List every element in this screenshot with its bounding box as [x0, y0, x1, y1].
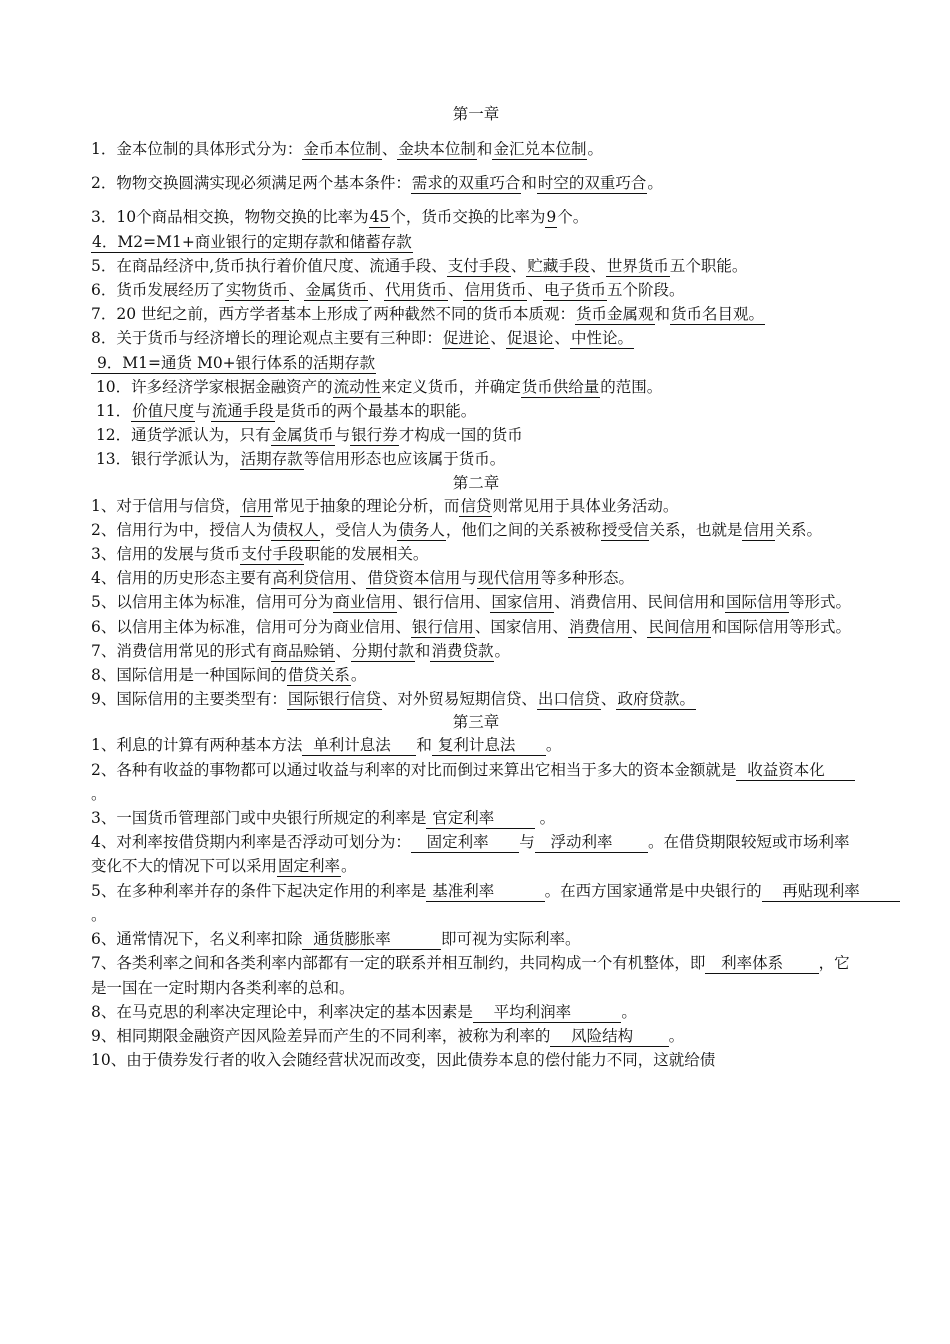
question-text: 2、各种有收益的事物都可以通过收益与利率的对比而倒过来算出它相当于多大的资本金额就是	[91, 760, 737, 779]
question-item	[91, 806, 861, 830]
question-text: 和	[414, 641, 431, 660]
question-text: 6、以信用主体为标准，信用可分为商业信用、	[91, 617, 411, 636]
question-text: 10．许多经济学家根据金融资产的	[91, 377, 333, 396]
question-text: 常见于抽象的理论分析，而	[273, 496, 460, 515]
answer-blank: 金块本位制	[398, 140, 476, 158]
question-text: 五个职能。	[669, 256, 748, 275]
question-text: 是货币的两个最基本的职能。	[274, 402, 477, 421]
answer-blank: 货币名目观。	[671, 305, 765, 324]
answer-blank: 国家信用	[491, 593, 554, 612]
answer-blank: 授受信	[601, 520, 649, 539]
question-text: 即可视为实际利率。	[441, 930, 581, 949]
answer-blank: 信用	[241, 496, 273, 515]
question-text: 、	[350, 569, 367, 588]
question-item	[91, 423, 861, 447]
answer-blank: 信用货币	[464, 281, 527, 300]
answer-blank: 信贷	[460, 496, 492, 515]
answer-blank: 复利计息法	[432, 736, 545, 755]
answer-blank: 金属货币	[305, 281, 368, 300]
answer-blank: 单利计息法	[303, 736, 416, 755]
answer-blank: 9．M1=通货 M0+银行体系的活期存款	[92, 353, 376, 372]
question-text: 、	[631, 617, 648, 636]
question-text: 9、相同期限金融资产因风险差异而产生的不同利率，被称为利率的	[91, 1026, 551, 1045]
question-text: 2．物物交换圆满实现必须满足两个基本条件：	[91, 174, 411, 193]
answer-blank: 固定利率	[278, 857, 341, 876]
question-text: 。	[91, 784, 107, 803]
answer-blank: 支付手段	[447, 256, 510, 275]
answer-blank: 商品赊销	[272, 641, 335, 660]
question-text: 6．货币发展经历了	[91, 281, 225, 300]
answer-blank: 电子货币	[544, 281, 607, 300]
question-text: 、对外贸易短期信贷、	[381, 690, 537, 709]
question-text: 与	[334, 426, 351, 445]
answer-blank: 分期付款	[351, 641, 414, 660]
question-item	[91, 758, 861, 806]
question-text: 5、以信用主体为标准，信用可分为	[91, 593, 334, 612]
question-text: 4、对利率按借贷期内利率是否浮动可划分为：	[91, 833, 411, 852]
question-text: 9、国际信用的主要类型有：	[91, 690, 287, 709]
question-item	[91, 639, 861, 663]
answer-blank: 贮藏手段	[527, 256, 590, 275]
answer-blank: 再贴现利率	[762, 881, 900, 900]
question-text: 和	[654, 305, 671, 324]
question-item	[91, 590, 861, 614]
question-text: 关系。	[775, 520, 822, 539]
question-text: 8．关于货币与经济增长的理论观点主要有三种即：	[91, 329, 442, 348]
question-text: 、银行信用、	[397, 593, 491, 612]
answer-blank: 促退论	[506, 329, 554, 348]
question-text: 个，货币交换的比率为	[390, 208, 546, 227]
answer-blank: 45	[369, 208, 390, 227]
question-item	[91, 399, 861, 423]
question-text: 13．银行学派认为，	[91, 450, 240, 469]
question-item	[91, 687, 861, 711]
answer-blank: 债务人	[398, 520, 445, 539]
chapter-title: 第二章	[452, 473, 500, 492]
answer-blank: 债权人	[272, 520, 319, 539]
question-item	[91, 137, 861, 161]
answer-blank: 现代信用	[477, 569, 540, 588]
question-text: 、国家信用、	[474, 617, 568, 636]
question-text: 2、信用行为中，授信人为	[91, 520, 272, 539]
question-text: ，受信人为	[319, 520, 398, 539]
question-text: 7．20 世纪之前，西方学者基本上形成了两种截然不同的货币本质观：	[91, 305, 576, 324]
answer-blank: 民间信用	[648, 617, 711, 636]
question-text: 与	[195, 402, 211, 421]
question-text: 。	[350, 666, 367, 685]
answer-blank: 高利贷信用	[272, 569, 350, 588]
question-item	[91, 254, 861, 278]
question-text: 。	[621, 1002, 637, 1021]
question-text: 3、一国货币管理部门或中央银行所规定的利率是	[91, 809, 427, 828]
question-text: 5．在商品经济中,货币执行着价值尺度、流通手段、	[91, 256, 447, 275]
question-text: 12．通货学派认为，只有	[91, 426, 271, 445]
question-item	[91, 171, 861, 195]
question-item	[91, 205, 861, 229]
answer-blank: 国际信用	[725, 593, 788, 612]
question-text: 。	[647, 174, 663, 193]
answer-blank: 银行信用	[411, 617, 474, 636]
answer-blank: 信用	[743, 520, 775, 539]
question-text: 五个阶段。	[607, 281, 685, 300]
question-item	[91, 1024, 861, 1048]
question-item	[91, 230, 861, 254]
question-item	[91, 830, 861, 878]
answer-blank: 货币供给量	[521, 377, 600, 396]
answer-blank: 国际银行信贷	[287, 690, 381, 709]
question-text: 和	[476, 140, 493, 158]
question-text: 、	[490, 329, 506, 348]
question-item	[91, 663, 861, 687]
answer-blank: 流动性	[333, 377, 381, 396]
answer-blank: 官定利率	[427, 809, 534, 828]
question-item	[91, 447, 861, 471]
question-text: 5、在多种利率并存的条件下起决定作用的利率是	[91, 881, 427, 900]
question-item	[91, 566, 861, 590]
question-text: 1．金本位制的具体形式分为：	[91, 140, 303, 158]
question-item	[91, 494, 861, 518]
question-text: 与	[519, 833, 535, 852]
question-text: 。	[534, 809, 556, 828]
answer-blank: 固定利率	[411, 833, 519, 852]
question-text: 11．	[91, 402, 132, 421]
answer-blank: 金汇兑本位制	[493, 140, 587, 158]
question-item	[91, 1048, 861, 1072]
question-text: 、	[368, 281, 384, 300]
question-item	[91, 518, 861, 542]
question-text: 、	[527, 281, 543, 300]
question-text: 、	[600, 690, 617, 709]
answer-blank: 支付手段	[241, 545, 304, 564]
question-text: 和国际信用等形式。	[711, 617, 851, 636]
answer-blank: 中性论。	[570, 329, 633, 348]
answer-blank: 政府贷款。	[617, 690, 695, 709]
answer-blank: 货币金属观	[576, 305, 654, 324]
question-text: ，它是一国在一定时期内各类利率的总和。	[91, 954, 850, 997]
question-text: 。在西方国家通常是中央银行的	[544, 881, 762, 900]
question-text: 、消费信用、民间信用和	[554, 593, 725, 612]
answer-blank: 活期存款	[240, 450, 303, 469]
answer-blank: 消费信用	[568, 617, 631, 636]
question-item	[91, 615, 861, 639]
question-text: 7、消费信用常见的形式有	[91, 641, 272, 660]
chapter-title: 第一章	[452, 105, 500, 123]
question-text: 3．10个商品相交换，物物交换的比率为	[91, 208, 369, 227]
answer-blank: 借贷关系	[287, 666, 350, 685]
answer-blank: 代用货币	[384, 281, 447, 300]
question-text: ，他们之间的关系被称	[445, 520, 601, 539]
question-text: 10、由于债券发行者的收入会随经营状况而改变，因此债券本息的偿付能力不同，这就给债	[91, 1051, 716, 1070]
question-text: 才构成一国的货币	[398, 426, 523, 445]
question-item	[91, 927, 861, 951]
question-item	[91, 375, 861, 399]
answer-blank: 出口信贷	[537, 690, 600, 709]
answer-blank: 浮动利率	[535, 833, 648, 852]
question-text: 和	[416, 736, 432, 755]
answer-blank: 需求的双重巧合	[411, 174, 521, 193]
answer-blank: 金属货币	[271, 426, 334, 445]
question-text: 、	[554, 329, 570, 348]
question-item	[91, 951, 861, 999]
question-text: 则常见用于具体业务活动。	[492, 496, 679, 515]
question-item	[91, 879, 900, 927]
question-text: 、	[288, 281, 305, 300]
question-item	[91, 326, 861, 350]
question-text: 1、利息的计算有两种基本方法	[91, 736, 303, 755]
answer-blank: 世界货币	[606, 256, 669, 275]
question-item	[91, 1000, 861, 1024]
question-text: 。	[587, 140, 603, 158]
question-text: 1、对于信用与信贷，	[91, 496, 241, 515]
question-text: 、	[510, 256, 527, 275]
question-text: 与	[461, 569, 477, 588]
question-text: 。	[494, 641, 510, 660]
question-text: 等信用形态也应该属于货币。	[303, 450, 506, 469]
question-text: 等多种形态。	[540, 569, 634, 588]
question-text: 、	[590, 256, 606, 275]
answer-blank: 利率体系	[706, 954, 818, 973]
question-item	[91, 278, 861, 302]
question-text: 4、信用的历史形态主要有	[91, 569, 272, 588]
question-text: 7、各类利率之间和各类利率内部都有一定的联系并相互制约，共同构成一个有机整体，即	[91, 954, 706, 973]
answer-blank: 消费贷款	[431, 641, 494, 660]
answer-blank: 流通手段	[211, 402, 274, 421]
question-text: 8、在马克思的利率决定理论中，利率决定的基本因素是	[91, 1002, 473, 1021]
question-text: 。	[668, 1026, 685, 1045]
answer-blank: 金币本位制	[303, 140, 381, 158]
answer-blank: 促进论	[442, 329, 490, 348]
question-text: 个。	[557, 208, 589, 227]
question-text: 等形式。	[788, 593, 851, 612]
answer-blank: 收益资本化	[737, 760, 855, 779]
chapter-title: 第三章	[452, 713, 500, 732]
answer-blank: 通货膨胀率	[303, 930, 440, 949]
question-text: 。在借贷期限较短或市场利率变化不大的情况下可以采用	[91, 833, 850, 876]
question-text: 8、国际信用是一种国际间的	[91, 666, 287, 685]
answer-blank: 银行券	[351, 426, 398, 445]
answer-blank: 9	[546, 208, 557, 227]
question-text: 。	[545, 736, 562, 755]
answer-blank: 商业信用	[334, 593, 397, 612]
question-text: 关系，也就是	[649, 520, 743, 539]
question-text: 6、通常情况下，名义利率扣除	[91, 930, 303, 949]
question-text: 。	[91, 905, 107, 924]
answer-blank: 基准利率	[427, 881, 544, 900]
question-item	[91, 733, 861, 757]
answer-blank: 价值尺度	[132, 402, 195, 421]
question-text: 、	[447, 281, 464, 300]
question-text: 的范围。	[600, 377, 663, 396]
question-text: 、	[335, 641, 351, 660]
question-text: 和	[521, 174, 537, 193]
question-text: 3、信用的发展与货币	[91, 545, 241, 564]
answer-blank: 平均利润率	[473, 1002, 621, 1021]
question-item	[91, 302, 861, 326]
question-item	[91, 542, 861, 566]
answer-blank: 4．M2=M1+商业银行的定期存款和储蓄存款	[92, 232, 412, 251]
answer-blank: 时空的双重巧合	[537, 174, 647, 193]
question-text: 。	[341, 857, 357, 876]
answer-blank: 实物货币	[225, 281, 288, 300]
question-text: 来定义货币，并确定	[381, 377, 521, 396]
document-page	[91, 103, 900, 1072]
question-text: 、	[381, 140, 398, 158]
answer-blank: 借贷资本信用	[367, 569, 461, 588]
answer-blank: 风险结构	[551, 1026, 668, 1045]
question-item	[91, 351, 861, 375]
question-text: 职能的发展相关。	[304, 545, 429, 564]
